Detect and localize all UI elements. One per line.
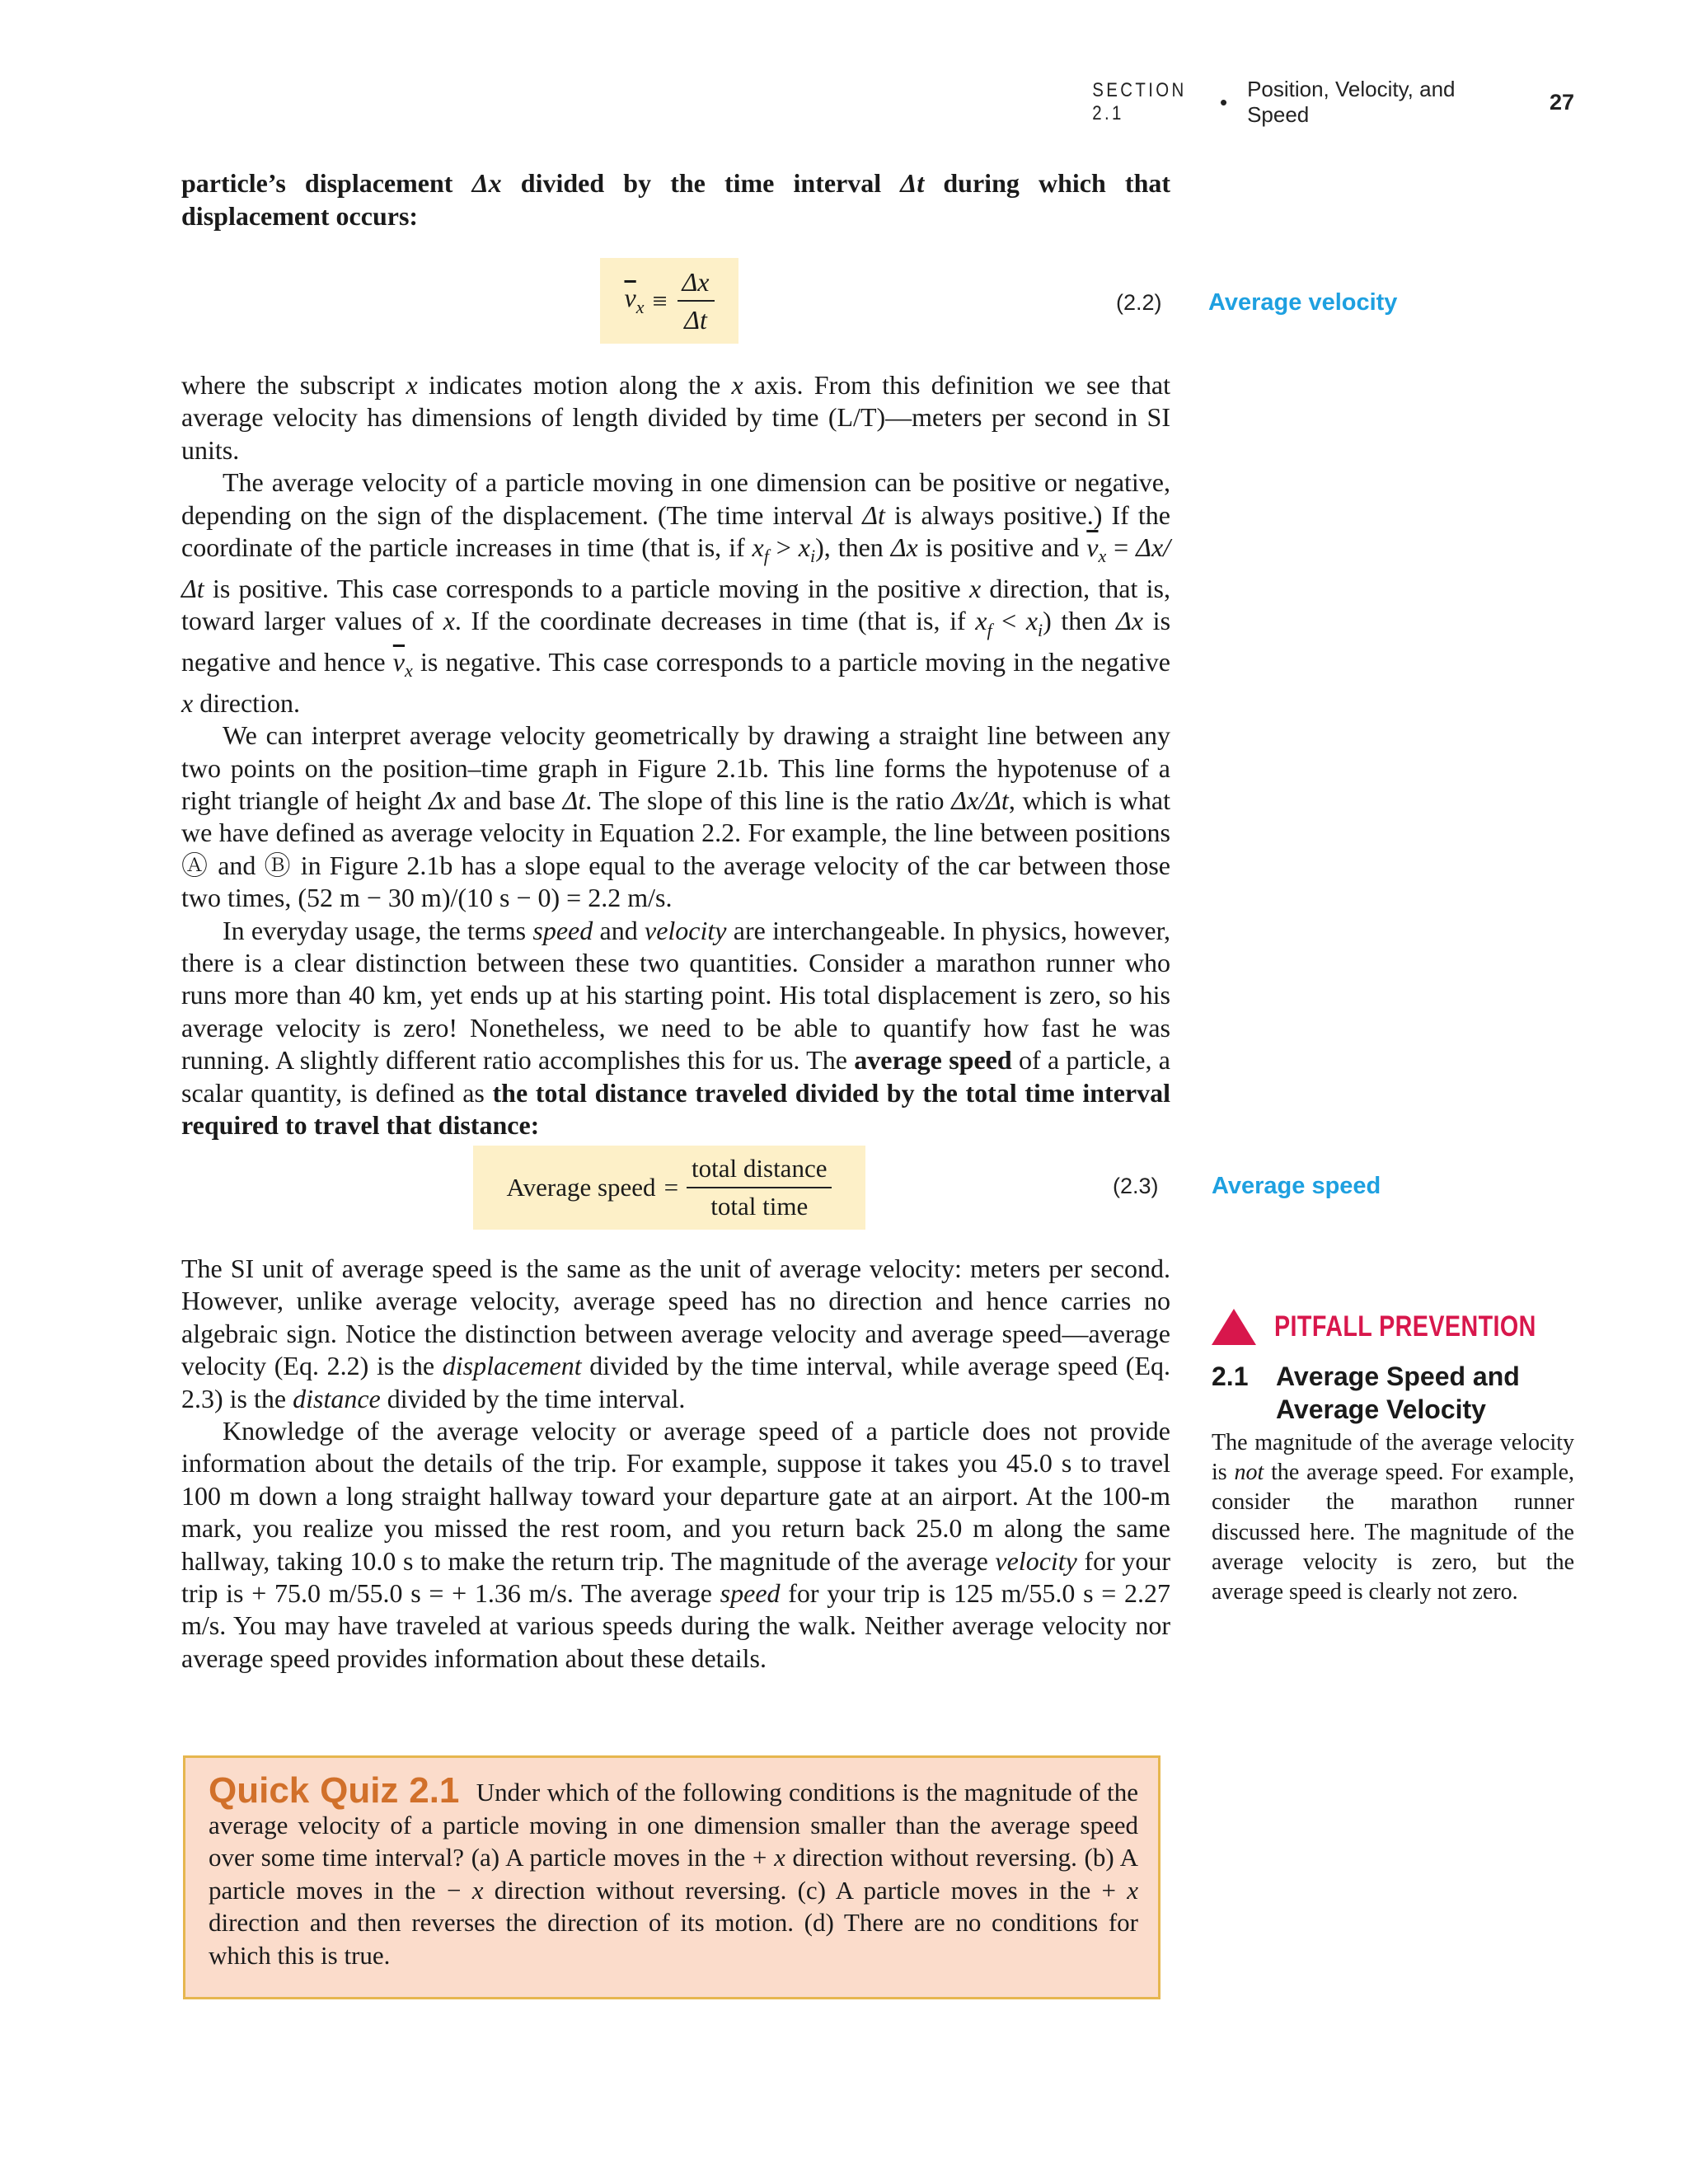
section-label: SECTION 2.1 xyxy=(1092,79,1187,124)
equation-number-2-3: (2.3) xyxy=(1113,1174,1159,1198)
paragraph-3: We can interpret average velocity geometrically by drawing a straight line between any two points on the position–time graph in Figure 2.1b. This line forms the hypotenuse of a right triangle of height Δx and base Δt. The slope of this line is the ratio Δx/Δt, which is what we have defined as average velocity in Equation 2.2. For example, the line between positions Ⓐ and Ⓑ in Figure 2.1b has a slope equal to the average velocity of the car between those two times, (52 m − 30 m)/(10 s − 0) = 2.2 m/s. xyxy=(181,720,1171,913)
equals-operator: = xyxy=(663,1173,679,1202)
main-text-block-2 xyxy=(181,1253,1170,1675)
main-text-block-1 xyxy=(181,369,1170,1142)
pitfall-heading xyxy=(1212,1360,1582,1426)
margin-label-average-velocity: Average velocity xyxy=(1208,289,1398,316)
header-bullet: • xyxy=(1219,89,1228,115)
fraction-numerator: total distance xyxy=(687,1154,832,1188)
pitfall-heading-text: Average Speed and Average Velocity xyxy=(1276,1361,1520,1424)
warning-triangle-icon xyxy=(1212,1309,1256,1345)
page-number: 27 xyxy=(1549,89,1574,115)
fraction-denominator: Δt xyxy=(684,305,707,335)
pitfall-prevention-title: PITFALL PREVENTION xyxy=(1212,1306,1582,1347)
section-title: Position, Velocity, and Speed xyxy=(1247,77,1456,127)
quick-quiz-text: Quick Quiz 2.1 Under which of the following conditions is the magnitude of the average velocity of a particle moving in one dimension smaller than the average speed over some time interval? (a) A particle moves in the + x direction without reversing. (b) A particle moves in the − x direction without reversing. (c) A particle moves in the + x direction and then reverses the direction of its motion. (d) There are no conditions for which this is true. xyxy=(209,1770,1139,1970)
quick-quiz-title: Quick Quiz 2.1 xyxy=(209,1770,460,1811)
paragraph-5: The SI unit of average speed is the same as the unit of average velocity: meters per second. However, unlike average velocity, average speed has no direction and hence carries no algebraic sign. Notice the distinction between average velocity and average speed—average velocity (Eq. 2.2) is the displacement divided by the time interval, while average speed (Eq. 2.3) is the distance divided by the time interval. xyxy=(181,1254,1171,1413)
quick-quiz-box xyxy=(183,1755,1160,1999)
running-header xyxy=(1071,77,1574,127)
velocity-fraction xyxy=(678,267,715,335)
equation-2-3-box xyxy=(473,1146,865,1230)
margin-label-average-speed: Average speed xyxy=(1212,1173,1381,1199)
paragraph-1: where the subscript x indicates motion along the x axis. From this definition we see that average velocity has dimensions of length divided by time (L/T)—meters per second in SI units. xyxy=(181,370,1171,465)
paragraph-4: In everyday usage, the terms speed and velocity are interchangeable. In physics, however, there is a clear distinction between these two quantities. Consider a marathon runner who runs more than 40 km, yet ends up at his starting point. His total displacement is zero, so his average velocity is zero! Nonetheless, we need to be able to quantify how fast he was running. A slightly different ratio accomplishes this for us. The average speed of a particle, a scalar quantity, is defined as the total distance traveled divided by the total time interval required to travel that distance: xyxy=(181,915,1171,1141)
lead-paragraph: particle’s displacement Δx divided by the time interval Δt during which that displacement occurs: xyxy=(181,168,1171,231)
average-speed-lhs: Average speed xyxy=(506,1173,656,1202)
equation-number-2-2: (2.2) xyxy=(1116,290,1162,315)
paragraph-2: The average velocity of a particle moving in one dimension can be positive or negative, depending on the sign of the displacement. (The time interval Δt is always positive.) If the coordinate of the particle increases in time (that is, if $x_f > x_i$), then Δx is positive and $\overline{v}_x = \Delta x/\Delta t$ is positive. This case corresponds to a particle moving in the positive x direction, that is, toward larger values of x. If the coordinate decreases in time (that is, if $x_f < x_i$) then Δx is negative and hence $\overline{v}_x$ is negative. This case corresponds to a particle moving in the negative x direction. xyxy=(181,467,1171,718)
speed-fraction xyxy=(687,1154,832,1221)
fraction-denominator: total time xyxy=(710,1192,809,1221)
pitfall-number: 2.1 xyxy=(1212,1361,1249,1391)
fraction-numerator: Δx xyxy=(678,267,715,302)
pitfall-body: The magnitude of the average velocity is not the average speed. For example, consider the marathon runner discussed here. The magnitude of the average velocity is zero, but the average speed is clearly not zero. xyxy=(1212,1430,1574,1605)
equation-2-2-box xyxy=(600,258,738,344)
paragraph-6: Knowledge of the average velocity or average speed of a particle does not provide information about the details of the trip. For example, suppose it takes you 45.0 s to travel 100 m down a long straight hallway toward your departure gate at an airport. At the 100-m mark, you realize you missed the rest room, and you return back 25.0 m along the same hallway, taking 10.0 s to make the return trip. The magnitude of the average velocity for your trip is + 75.0 m/55.0 s = + 1.36 m/s. The average speed for your trip is 125 m/55.0 s = 2.27 m/s. You may have traveled at various speeds during the walk. Neither average velocity nor average speed provides information about these details. xyxy=(181,1416,1171,1673)
average-velocity-symbol: $\overline{v}_x$ xyxy=(624,283,645,317)
equiv-operator: ≡ xyxy=(652,285,668,316)
